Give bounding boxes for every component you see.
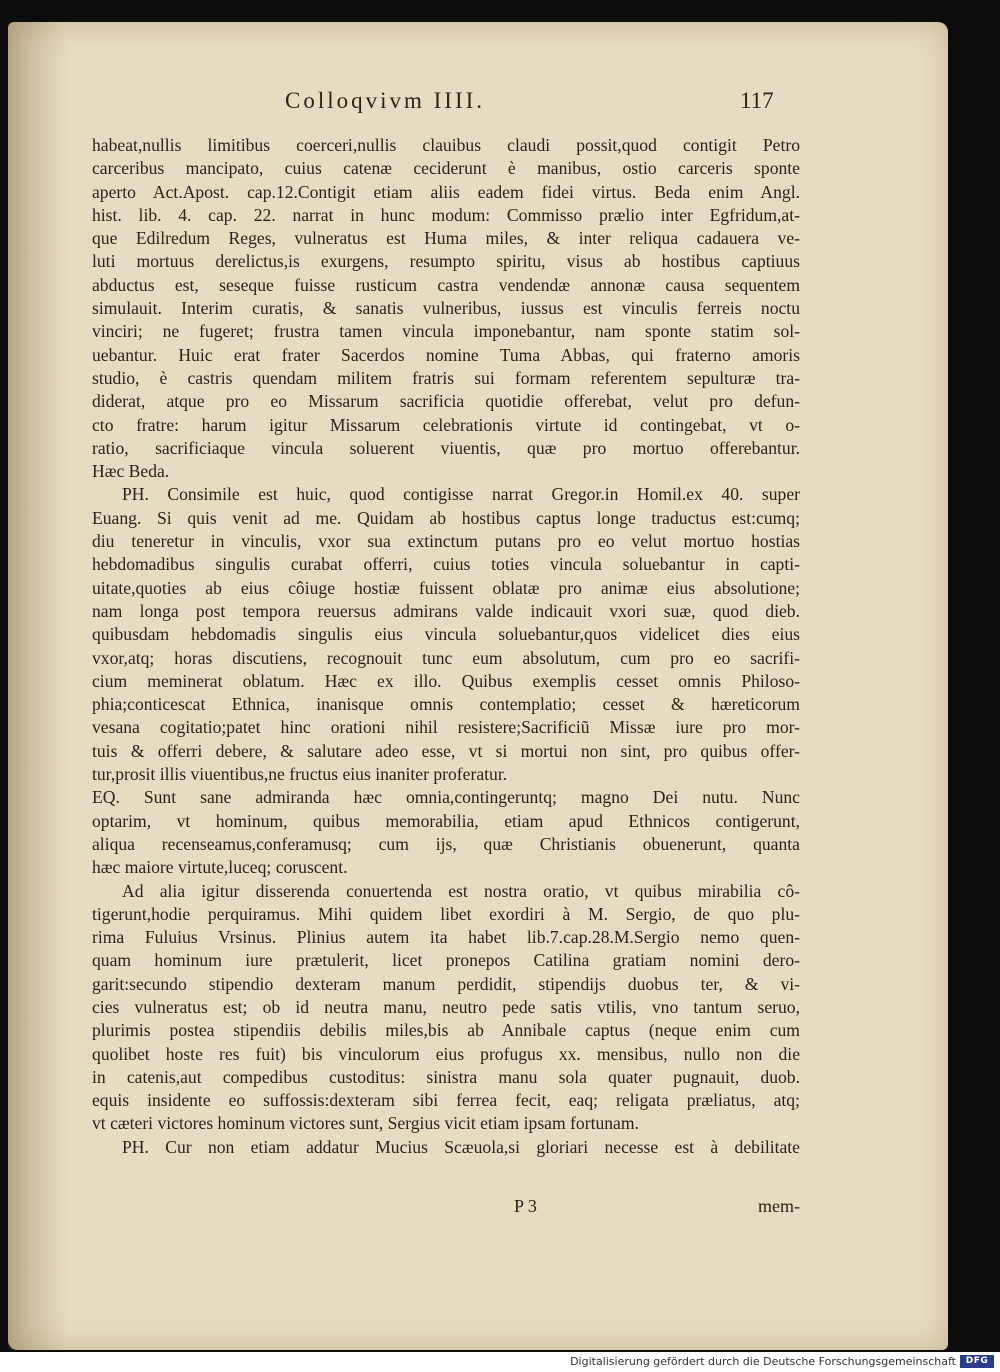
text-line: vesana cogitatio;patet hinc orationi nihil resistere;Sacrificiũ Missæ iure pro mor- bbox=[92, 717, 800, 738]
text-line: vxor,atq; horas discutiens, recognouit tunc eum absolutum, cum pro eo sacrifi- bbox=[92, 647, 800, 668]
text-line: que Edilredum Reges, vulneratus est Huma miles, & inter reliqua cadauera ve- bbox=[92, 228, 800, 249]
text-line: vinciri; ne fugeret; frustra tamen vincula imponebantur, nam sponte statim sol- bbox=[92, 321, 800, 342]
catchline bbox=[500, 1196, 800, 1222]
text-line: quolibet hoste res fuit) bis vinculorum eius profugus xx. mensibus, nullo non die bbox=[92, 1043, 800, 1064]
text-line: phia;conticescat Ethnica, inanisque omnis contemplatio; cesset & hæreticorum bbox=[92, 694, 800, 715]
text-line: cies vulneratus est; ob id neutra manu, neutro pede satis vtilis, vno tantum seruo, bbox=[92, 996, 800, 1017]
text-line: tur,prosit illis viuentibus,ne fructus eius inaniter proferatur. bbox=[92, 764, 508, 785]
body-text bbox=[92, 134, 800, 1159]
text-line: uebantur. Huic erat frater Sacerdos nomine Tuma Abbas, qui fraterno amoris bbox=[92, 344, 800, 365]
text-line: nam longa post tempora reuersus admirans valde indicauit vxori suæ, quod dieb. bbox=[92, 600, 800, 621]
text-line: plurimis postea stipendiis debilis miles,bis ab Annibale captus (neque enim cum bbox=[92, 1020, 800, 1041]
text-line: vt cæteri victores hominum victores sunt, Sergius vicit etiam ipsam fortunam. bbox=[92, 1113, 639, 1134]
text-line: equis insidente eo suffossis:dexteram sibi ferrea fecit, eaq; religata præliatus, atq; bbox=[92, 1090, 800, 1111]
text-line: tigerunt,hodie perquiramus. Mihi quidem libet exordiri à M. Sergio, de quo plu- bbox=[92, 903, 800, 924]
funding-note: Digitalisierung gefördert durch die Deutsche Forschungsgemeinschaft bbox=[570, 1355, 956, 1368]
text-line: hebdomadibus singulis curabat offerri, cuius toties vincula soluebantur in capti- bbox=[92, 554, 800, 575]
text-line: abductus est, seseque fuisse rusticum castra vendendæ annonæ causa sequentem bbox=[92, 274, 800, 295]
text-line: Ad alia igitur disserenda conuertenda est nostra oratio, vt quibus mirabilia cô- bbox=[122, 880, 800, 901]
text-line: quam hominum iure prætulerit, licet pronepos Catilina gratiam nomini dero- bbox=[92, 950, 800, 971]
text-line: Hæc Beda. bbox=[92, 461, 170, 482]
text-line: hist. lib. 4. cap. 22. narrat in hunc modum: Commisso prælio inter Egfridum,at- bbox=[92, 204, 800, 225]
text-line: diu teneretur in vinculis, vxor sua extinctum putans pro eo velut mortuo hostias bbox=[92, 531, 800, 552]
text-line: diderat, atque pro eo Missarum sacrificia quotidie offerebat, velut pro defun- bbox=[92, 391, 800, 412]
text-line: quibusdam hebdomadis singulis eius vincula soluebantur,quos videlicet dies eius bbox=[92, 624, 800, 645]
signature-mark: P 3 bbox=[514, 1196, 537, 1216]
text-line: PH. Consimile est huic, quod contigisse narrat Gregor.in Homil.ex 40. super bbox=[122, 484, 800, 505]
text-line: aliqua recenseamus,conferamusq; cum ijs, quæ Christianis obuenerunt, quanta bbox=[92, 833, 800, 854]
text-line: in catenis,aut compedibus custoditus: sinistra manu sola quater pugnauit, duob. bbox=[92, 1066, 800, 1087]
text-line: uitate,quoties ab eius côiuge hostiæ fuissent oblatæ pro animæ eius absolutione; bbox=[92, 577, 800, 598]
text-line: EQ. Sunt sane admiranda hæc omnia,contingeruntq; magno Dei nutu. Nunc bbox=[92, 787, 800, 808]
text-line: luti mortuus derelictus,is exurgens, resumpto spiritu, visus ab hostibus captiuus bbox=[92, 251, 800, 272]
text-line: ratio, sacrificiaque vincula soluerent viuentis, quæ pro mortuo offerebantur. bbox=[92, 437, 800, 458]
text-line: studio, è castris quendam militem fratris sui formam referentem sepulturæ tra- bbox=[92, 367, 800, 388]
text-line: habeat,nullis limitibus coerceri,nullis clauibus claudi possit,quod contigit Petro bbox=[92, 135, 800, 155]
text-line: aperto Act.Apost. cap.12.Contigit etiam aliis eadem fidei virtus. Beda enim Angl. bbox=[92, 181, 800, 202]
page-number: 117 bbox=[740, 88, 774, 113]
text-line: rima Fuluius Vrsinus. Plinius autem ita habet lib.7.cap.28.M.Sergio nemo quen- bbox=[92, 927, 800, 948]
running-head bbox=[285, 88, 785, 118]
text-line: optarim, vt hominum, quibus memorabilia, etiam apud Ethnicos contigerunt, bbox=[92, 810, 800, 831]
page-gutter-shadow bbox=[8, 22, 68, 1350]
catchword: mem- bbox=[758, 1196, 800, 1216]
text-line: cium meminerat oblatum. Hæc ex illo. Quibus exemplis cesset omnis Philoso- bbox=[92, 670, 800, 691]
running-head-title: Colloqvivm IIII. bbox=[285, 88, 486, 113]
text-line: PH. Cur non etiam addatur Mucius Scæuola,si gloriari necesse est à debilitate bbox=[122, 1136, 800, 1157]
text-line: hæc maiore virtute,luceq; coruscent. bbox=[92, 857, 348, 878]
text-line: Euang. Si quis venit ad me. Quidam ab hostibus captus longe traductus est:cumq; bbox=[92, 507, 800, 528]
text-line: simulauit. Interim curatis, & sanatis vulneribus, iussus est vinculis ferreis noctu bbox=[92, 298, 800, 319]
dfg-logo: DFG bbox=[960, 1355, 994, 1368]
text-line: cto fratre: harum igitur Missarum celebrationis virtute id contingebat, vt o- bbox=[92, 414, 800, 435]
text-line: tuis & offerri debere, & salutare adeo esse, vt si mortui non sint, pro quibus offer- bbox=[92, 740, 800, 761]
text-line: carceribus mancipato, cuius catenæ ceciderunt è manibus, ostio carceris sponte bbox=[92, 158, 800, 179]
text-line: garit:secundo stipendio dexteram manum perdidit, stipendijs duobus ter, & vi- bbox=[92, 973, 800, 994]
